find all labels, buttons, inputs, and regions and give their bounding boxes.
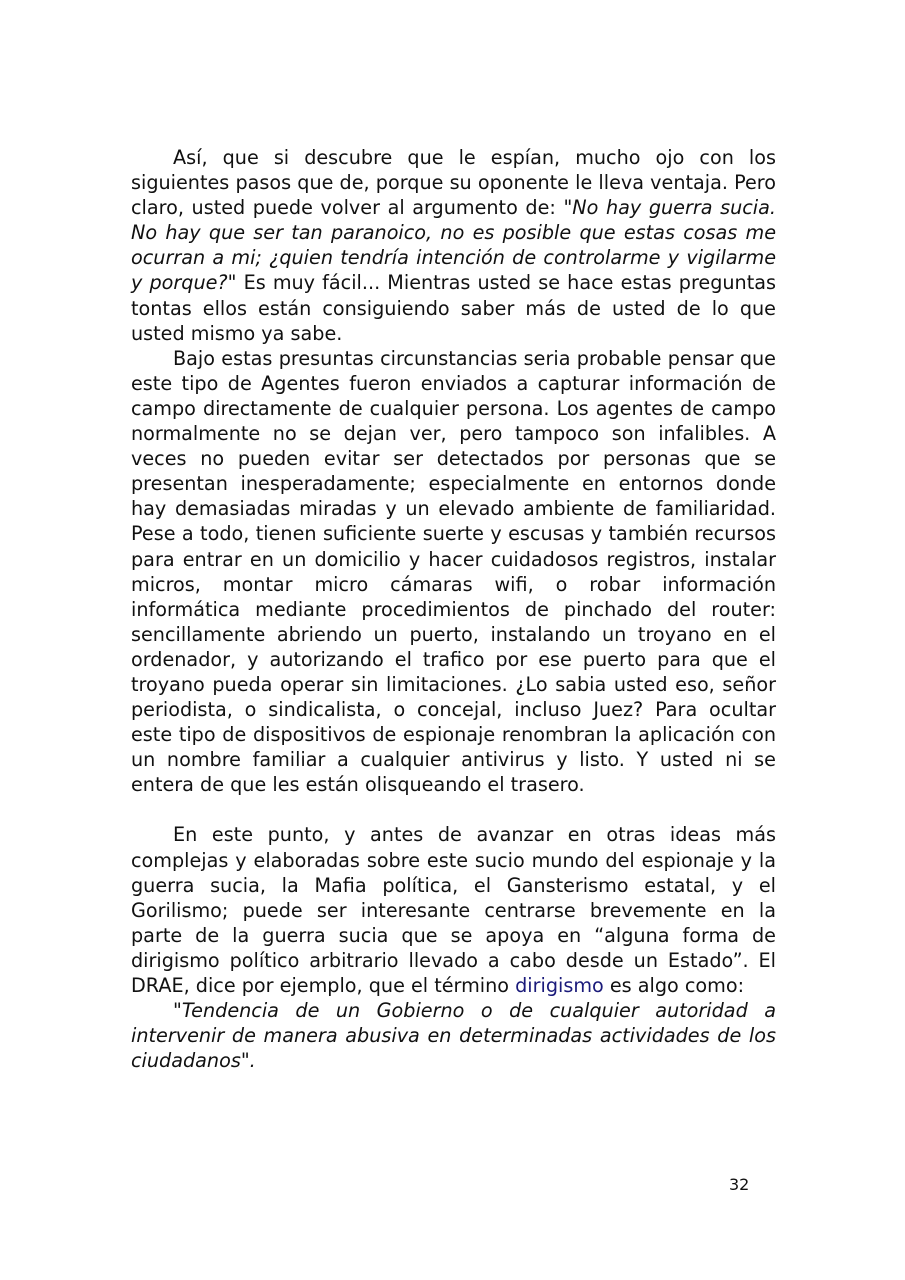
- paragraph-2: Bajo estas presuntas circunstancias seria probable pensar que este tipo de Agentes fueron enviados a capturar información de campo directamente de cualquier persona. Los agentes de campo normalmente no se dejan ver, pero tampoco son infalibles. A veces no pueden evitar ser detectados por personas que se presentan inesperadamente; especialmente en entornos donde hay demasiadas miradas y un elevado ambiente de familiaridad. Pese a todo, tienen suficiente suerte y escusas y también recursos para entrar en un domicilio y hacer cuidadosos registros, instalar micros, montar micro cámaras wifi, o robar información informática mediante procedimientos de pinchado del router: sencillamente abriendo un puerto, instalando un troyano en el ordenador, y autorizando el trafico por ese puerto para que el troyano pueda operar sin limitaciones. ¿Lo sabia usted eso, señor periodista, o sindicalista, o concejal, incluso Juez? Para ocultar este tipo de dispositivos de espionaje renombran la aplicación con un nombre familiar a cualquier antivirus y listo. Y usted ni se entera de que les están olisqueando el trasero.: [131, 346, 776, 797]
- drae-definition-quote: "Tendencia de un Gobierno o de cualquier autoridad a intervenir de manera abusiva en determinadas actividades de los ciudadanos".: [131, 999, 776, 1073]
- dirigismo-term-link[interactable]: dirigismo: [515, 974, 604, 997]
- paragraph-3-text-a: En este punto, y antes de avanzar en otras ideas más complejas y elaboradas sobre este sucio mundo del espionaje y la guerra sucia, la Mafia política, el Gansterismo estatal, y el Gorilismo; puede ser interesante centrarse brevemente en la parte de la guerra sucia que se apoya en “alguna forma de dirigismo político arbitrario llevado a cabo desde un Estado”. El DRAE, dice por ejemplo, que el término: [131, 823, 776, 997]
- paragraph-1-italic-quote: "No hay guerra sucia. No hay que ser tan paranoico, no es posible que estas cosas me ocurran a mi; ¿quien tendría intención de controlarme y vigilarme y porque?": [131, 196, 776, 295]
- paragraph-3-text-b: es algo como:: [603, 974, 745, 997]
- paragraph-1: [131, 145, 776, 346]
- paragraph-1-text-a: Así, que si descubre que le espían, mucho ojo con los siguientes pasos que de, porque su oponente le lleva ventaja. Pero claro, usted puede volver al argumento de:: [131, 146, 776, 220]
- page-number: 32: [729, 1175, 750, 1194]
- body-text: [131, 145, 776, 1073]
- paragraph-1-text-b: Es muy fácil... Mientras usted se hace estas preguntas tontas ellos están consiguiendo saber más de usted de lo que usted mismo ya sabe.: [131, 271, 776, 345]
- paragraph-3: [131, 822, 776, 998]
